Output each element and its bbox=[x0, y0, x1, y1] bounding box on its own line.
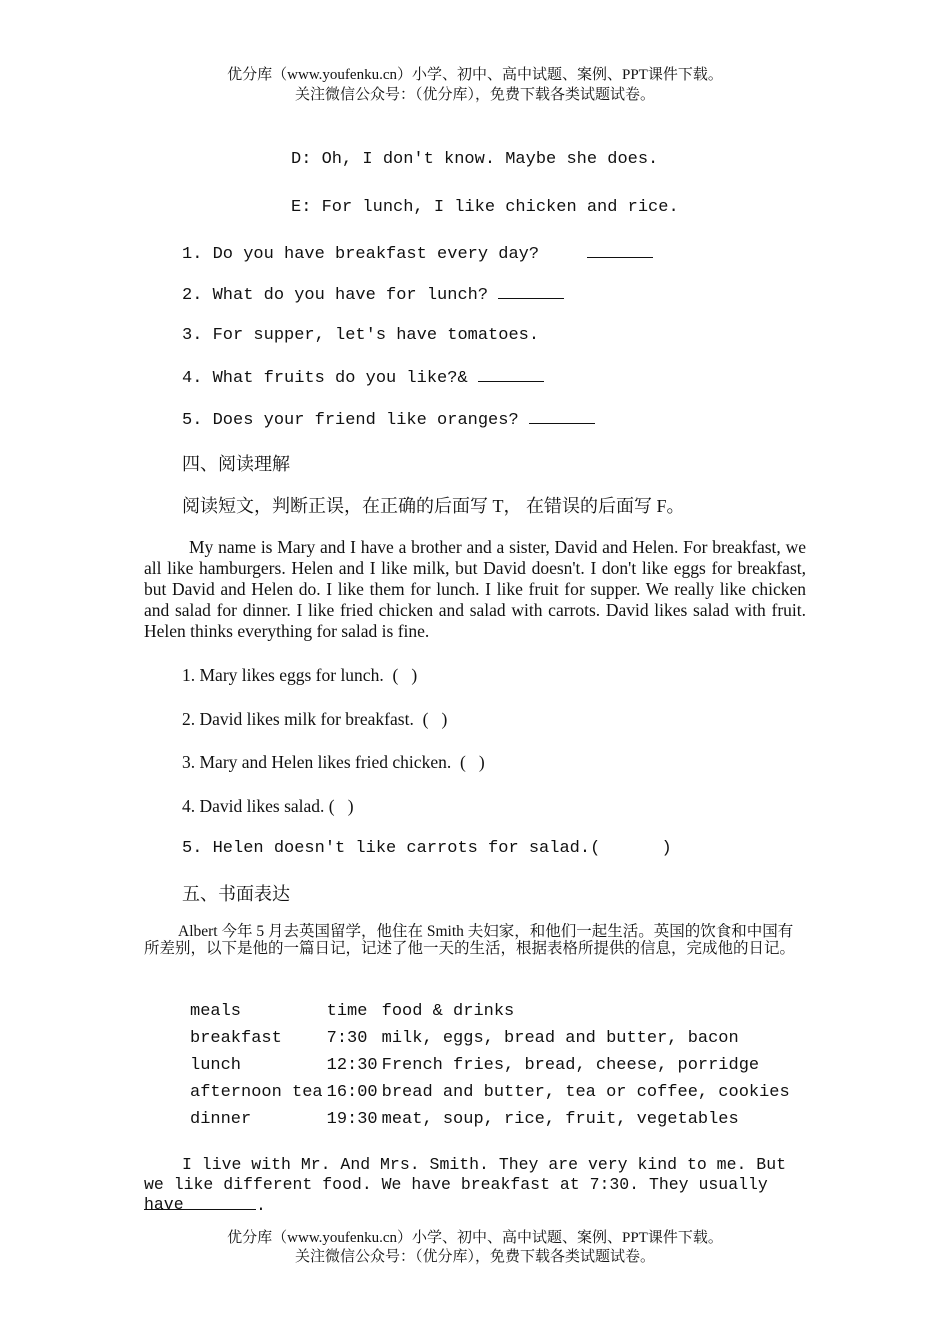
statement-3: 3. Mary and Helen likes fried chicken. ( ) bbox=[182, 752, 485, 772]
statement-5: 5. Helen doesn't like carrots for salad.( ) bbox=[182, 839, 672, 858]
option-d: D: Oh, I don't know. Maybe she does. bbox=[291, 150, 659, 169]
table-cell: 12:30 bbox=[326, 1056, 378, 1075]
table-header-row bbox=[186, 998, 794, 1025]
footer-line-1: 优分库（www.youfenku.cn）小学、初中、高中试题、案例、PPT课件下载。 bbox=[227, 1230, 723, 1246]
table-row bbox=[186, 1052, 794, 1079]
statement-1: 1. Mary likes eggs for lunch. ( ) bbox=[182, 665, 418, 685]
meals-table bbox=[186, 998, 794, 1133]
header-line-1: 优分库（www.youfenku.cn）小学、初中、高中试题、案例、PPT课件下载。 bbox=[227, 67, 723, 83]
matching-question-2-text: 2. What do you have for lunch? bbox=[182, 286, 489, 305]
table-cell: bread and butter, tea or coffee, cookies bbox=[381, 1083, 790, 1102]
statement-2: 2. David likes milk for breakfast. ( ) bbox=[182, 709, 448, 729]
statement-4: 4. David likes salad. ( ) bbox=[182, 796, 354, 816]
matching-question-5-text: 5. Does your friend like oranges? bbox=[182, 411, 519, 430]
reading-passage: My name is Mary and I have a brother and a sister, David and Helen. For breakfast, we all like hamburgers. Helen and I like milk, but David doesn't. I don't like eggs for breakfast, but David and Helen do. I like them for lunch. I like fruit for supper. We really like chicken and salad for dinner. I like fried chicken and salad with carrots. David likes salad with fruit. Helen thinks everything for salad is fine. bbox=[144, 537, 806, 641]
matching-question-4-text: 4. What fruits do you like?& bbox=[182, 369, 468, 388]
matching-question-1-text: 1. Do you have breakfast every day? bbox=[182, 245, 540, 264]
matching-question-3: 3. For supper, let's have tomatoes. bbox=[182, 326, 540, 345]
matching-question-5 bbox=[182, 409, 595, 430]
table-cell: 7:30 bbox=[326, 1029, 368, 1048]
answer-blank[interactable] bbox=[587, 243, 653, 258]
header-line-2: 关注微信公众号：（优分库），免费下载各类试题试卷。 bbox=[294, 87, 655, 103]
table-header: meals bbox=[190, 1002, 242, 1021]
answer-blank[interactable] bbox=[144, 1195, 256, 1210]
table-cell: dinner bbox=[190, 1110, 252, 1129]
section-4-instruction: 阅读短文，判断正误，在正确的后面写 T， 在错误的后面写 F。 bbox=[182, 496, 685, 516]
table-row bbox=[186, 1025, 794, 1052]
diary-end: . bbox=[256, 1196, 266, 1215]
table-cell: breakfast bbox=[190, 1029, 282, 1048]
answer-blank[interactable] bbox=[498, 284, 564, 299]
table-header: time bbox=[326, 1002, 368, 1021]
writing-intro: Albert 今年 5 月去英国留学，他住在 Smith 夫妇家，和他们一起生活。英国的饮食和中国有所差别，以下是他的一篇日记，记述了他一天的生活，根据表格所提供的信息，完成他的日记。 bbox=[144, 923, 796, 957]
option-e: E: For lunch, I like chicken and rice. bbox=[291, 198, 679, 217]
table-header: food & drinks bbox=[381, 1002, 515, 1021]
footer-line-2: 关注微信公众号：（优分库），免费下载各类试题试卷。 bbox=[294, 1249, 655, 1265]
section-4-title: 四、阅读理解 bbox=[182, 454, 290, 474]
table-row bbox=[186, 1106, 794, 1133]
answer-blank[interactable] bbox=[478, 367, 544, 382]
diary-body: I live with Mr. And Mrs. Smith. They are very kind to me. But we like different food. We have breakfast at 7:30. They usually have bbox=[144, 1155, 786, 1214]
matching-question-2 bbox=[182, 284, 564, 305]
table-cell: lunch bbox=[190, 1056, 242, 1075]
table-cell: milk, eggs, bread and butter, bacon bbox=[381, 1029, 739, 1048]
diary-blank-line bbox=[144, 1195, 266, 1215]
matching-question-1 bbox=[182, 243, 653, 264]
table-cell: 16:00 bbox=[326, 1083, 378, 1102]
section-5-title: 五、书面表达 bbox=[182, 884, 290, 904]
table-row bbox=[186, 1079, 794, 1106]
table-cell: 19:30 bbox=[326, 1110, 378, 1129]
table-cell: French fries, bread, cheese, porridge bbox=[381, 1056, 760, 1075]
table-cell: meat, soup, rice, fruit, vegetables bbox=[381, 1110, 739, 1129]
answer-blank[interactable] bbox=[529, 409, 595, 424]
table-cell: afternoon tea bbox=[190, 1083, 323, 1102]
matching-question-4 bbox=[182, 367, 544, 388]
